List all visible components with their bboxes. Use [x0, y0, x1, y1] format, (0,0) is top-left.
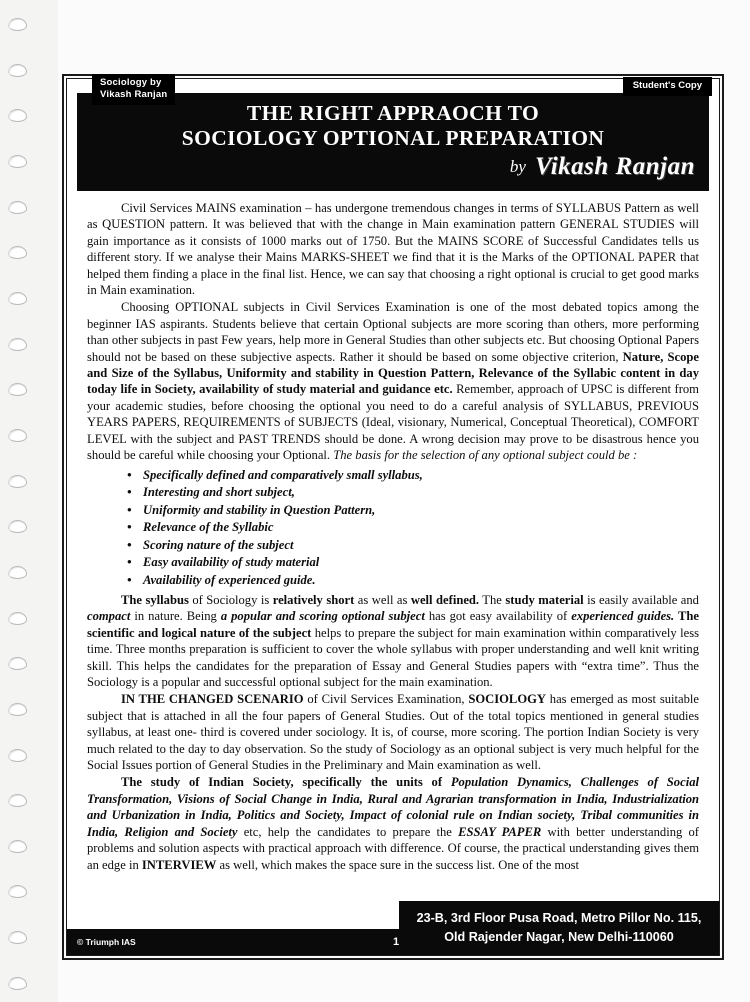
text-segment-2: etc, help the candidates to prepare the	[237, 824, 459, 839]
punch-hole	[8, 292, 27, 305]
text-segment-0: The syllabus	[121, 593, 189, 607]
punch-hole	[8, 977, 27, 990]
text-segment-2: relatively short	[272, 593, 355, 607]
text-segment-0: IN THE CHANGED SCENARIO	[121, 692, 304, 707]
punch-hole	[8, 338, 27, 351]
punch-hole	[8, 109, 27, 122]
punch-hole	[8, 246, 27, 259]
text-segment-11: has got easy availability of	[424, 609, 572, 624]
text-segment-4: with better understanding of problems and solution aspects with practical approach with difference. Of course, the practical understanding gives them an edge in	[87, 824, 700, 872]
text-segment-3: as well as	[354, 593, 411, 607]
text-segment-9: in nature. Being	[130, 609, 221, 624]
punch-hole	[8, 64, 27, 77]
paragraph-1: Civil Services MAINS examination – has undergone tremendous changes in terms of SYLLABUS Pattern as well as QUESTION pattern. It was believed that with the change in Main examination pattern GENERAL STUDIES will gain importance as it consists of 1000 marks out of 1750. But the MAINS SCORE of Successful Candidates tells us different story. If we analyse their Mains MARKS-SHEET we find that it is the Marks of the OPTIONAL PAPER that helped them finding a place in the final list. Hence, we can say that choosing a right optional is crucial to get good marks in Main examination.	[87, 201, 699, 298]
list-item: • Relevance of the Syllabic	[143, 519, 699, 537]
list-item: • Specifically defined and comparatively small syllabus,	[143, 467, 699, 485]
text-segment-4: well defined.	[410, 593, 480, 607]
punch-hole	[8, 201, 27, 214]
text-segment-1: of Sociology is	[188, 593, 273, 607]
punch-hole	[8, 749, 27, 762]
text-segment-13: The scientific and logical nature of the subject	[87, 609, 699, 640]
text-segment-3: ESSAY PAPER	[458, 824, 542, 839]
para2-part-a: Choosing OPTIONAL subjects in Civil Services Examination is one of the most debated topics among the beginner IAS aspirants. Students believe that certain Optional subjects are more scoring than others, more performing than other subjects in past Few years, help more in General Studies than other subjects etc. But choosing Optional Papers should not be based on these subjective aspects. Rather it should be based on some objective criterion,	[87, 300, 699, 364]
byline-author: Vikash Ranjan	[534, 153, 695, 180]
course-tag-line1: Sociology by	[100, 77, 162, 88]
paragraph-3	[87, 592, 699, 690]
text-segment-0: The study of Indian Society, specifically the units of	[121, 775, 451, 790]
para2-basis-italic: The basis for the selection of any optional subject could be :	[333, 448, 638, 463]
punch-hole	[8, 885, 27, 898]
text-segment-7: is easily available and	[583, 593, 699, 607]
text-segment-5: INTERVIEW	[141, 857, 217, 872]
para2-criteria-bold: Nature, Scope and Size of the Syllabus, Uniformity and stability in Question Pattern, Relevance of the Syllabic content in day today life in Society, availability of study material and guidance etc.	[87, 349, 699, 397]
article-body	[67, 191, 719, 873]
punch-hole	[8, 794, 27, 807]
course-tag-line2: Vikash Ranjan	[100, 89, 168, 100]
list-item: • Interesting and short subject,	[143, 484, 699, 502]
page-number: 1	[379, 929, 413, 955]
text-segment-8: compact	[87, 609, 131, 624]
text-segment-2: SOCIOLOGY	[468, 692, 547, 707]
punch-hole	[8, 703, 27, 716]
text-segment-14: helps to prepare the subject for main examination within comparatively less time. Three months preparation is sufficient to cover the whole syllabus with proper understanding and well knit writing skill. This helps the candidates for the preparation of Essay and General Studies papers with “extra time”. Thus the Sociology is a popular and successful optional subject for the main examination.	[87, 625, 700, 690]
page-footer	[67, 901, 719, 955]
list-item: • Easy availability of study material	[143, 554, 699, 572]
title-line-1: THE RIGHT APPRAOCH TO	[246, 101, 540, 125]
course-tag	[92, 74, 175, 105]
byline	[91, 153, 695, 181]
list-item: • Availability of experienced guide.	[143, 572, 699, 590]
punch-hole	[8, 657, 27, 670]
text-segment-6: as well, which makes the space sure in the success list. One of the most	[216, 857, 580, 872]
address-line-1: 23-B, 3rd Floor Pusa Road, Metro Pillor No. 115,	[416, 911, 702, 925]
punch-hole	[8, 18, 27, 31]
paragraph-4	[87, 691, 699, 773]
byline-prefix: by	[509, 157, 526, 176]
punch-hole	[8, 520, 27, 533]
paragraph-2	[87, 299, 699, 463]
text-segment-12: experienced guides.	[571, 609, 675, 624]
title-banner	[77, 93, 709, 191]
punch-hole	[8, 566, 27, 579]
list-item: • Scoring nature of the subject	[143, 537, 699, 555]
punch-hole	[8, 840, 27, 853]
paragraph-5	[87, 774, 699, 872]
students-copy-tag: Student's Copy	[623, 77, 712, 96]
para2-part-c: Remember, approach of UPSC is different from your academic studies, before choosing the optional you need to do a careful analysis of SYLLABUS, PREVIOUS YEARS PAPERS, REQUIREMENTS of SUBJECTS (Ideal, visionary, Numerical, Conceptual Theoretical), COMFORT LEVEL with the subject and PAST TRENDS should be done. A wrong decision may prove to be disastrous hence you should be careful while choosing your Optional.	[87, 382, 699, 463]
text-segment-6: study material	[505, 593, 584, 607]
copyright-text: © Triumph IAS	[77, 937, 136, 947]
text-segment-5: The	[479, 593, 506, 607]
address-line-2: Old Rajender Nagar, New Delhi-110060	[444, 930, 674, 944]
punch-hole	[8, 155, 27, 168]
copyright-bar	[67, 929, 379, 955]
text-segment-10: a popular and scoring optional subject	[220, 609, 425, 624]
text-segment-3: has emerged as most suitable subject that is attached in all the four papers of General Studies. Out of the total topics mentioned in general studies syllabus, at least one- third is covered under sociology. It is, of course, more scoring. The portion Indian Society is very much related to the day to day observation. So the study of Sociology as an optional subject is very much helpful for the Social Issues portion of General Studies in the Preliminary and Main examination as well.	[87, 692, 699, 773]
text-segment-1: of Civil Services Examination,	[303, 692, 469, 707]
address-block	[399, 901, 719, 955]
punch-hole	[8, 383, 27, 396]
title-line-2: SOCIOLOGY OPTIONAL PREPARATION	[181, 126, 605, 150]
punch-hole	[8, 475, 27, 488]
punch-hole	[8, 612, 27, 625]
page-content	[66, 78, 720, 956]
text-segment-1: Population Dynamics, Challenges of Social Transformation, Visions of Social Change in India, Rural and Agrarian transformation in India, Industrialization and Urbanization in India, Politics and Society, Impact of colonial rule on Indian society, Tribal communities in India, Religion and Society	[87, 775, 699, 839]
list-item: • Uniformity and stability in Question Pattern,	[143, 502, 699, 520]
punch-hole	[8, 931, 27, 944]
page-border	[62, 74, 724, 960]
punch-hole	[8, 429, 27, 442]
spiral-punch-holes	[8, 18, 34, 990]
page-title	[91, 101, 695, 151]
selection-criteria-list	[87, 467, 699, 590]
